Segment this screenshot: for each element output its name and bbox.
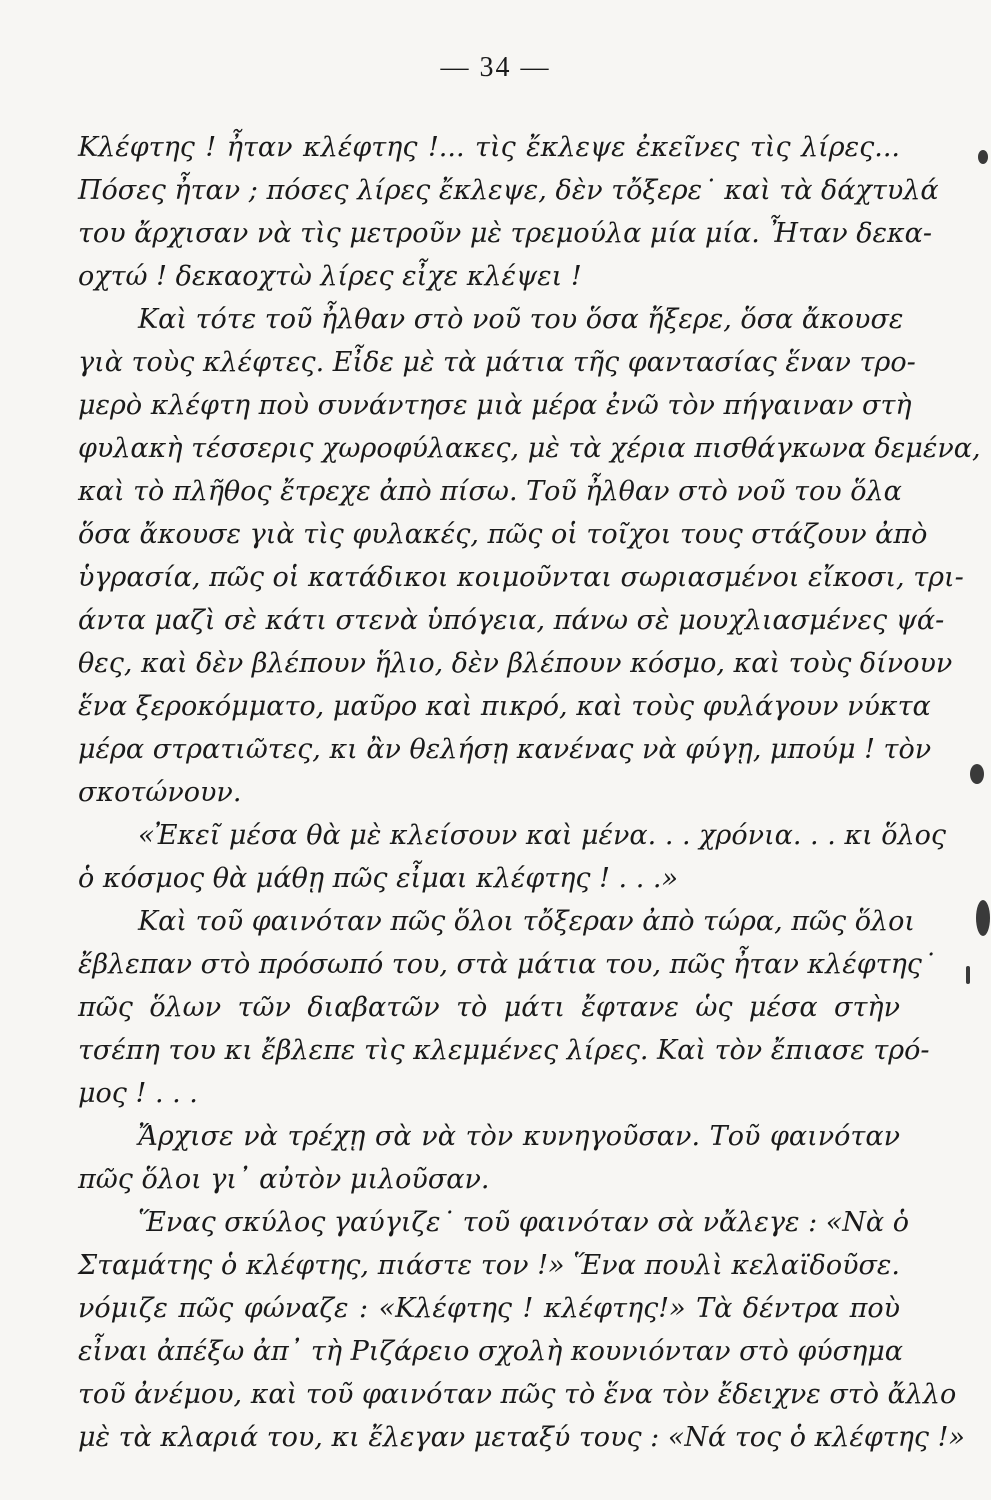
text-line: Καὶ τότε τοῦ ἦλθαν στὸ νοῦ του ὅσα ἤξερε, ὅσα ἄκουσε (138, 304, 904, 335)
text-line: άντα μαζὶ σὲ κάτι στενὰ ὑπόγεια, πάνω σὲ μουχλιασμένες ψά- (78, 605, 945, 636)
text-line: ἕνα ξεροκόμματο, μαῦρο καὶ πικρό, καὶ τοὺς φυλάγουν νύκτα (78, 691, 931, 722)
text-line: φυλακὴ τέσσερις χωροφύλακες, μὲ τὰ χέρια πισθάγκωνα δεμένα, (78, 433, 981, 464)
text-line: οχτώ ! δεκαοχτὼ λίρες εἶχε κλέψει ! (78, 261, 582, 292)
text-line: τσέπη του κι ἔβλεπε τὶς κλεμμένες λίρες. Καὶ τὸν ἔπιασε τρό- (78, 1035, 930, 1066)
text-line: θες, καὶ δὲν βλέπουν ἥλιο, δὲν βλέπουν κόσμο, καὶ τοὺς δίνουν (78, 648, 953, 679)
text-line: μὲ τὰ κλαριά του, κι ἔλεγαν μεταξύ τους : «Νά τος ὁ κλέφτης !» (78, 1422, 965, 1453)
text-line: ὑγρασία, πῶς οἱ κατάδικοι κοιμοῦνται σωριασμένοι εἴκοσι, τρι- (78, 562, 964, 593)
text-line: «Ἐκεῖ μέσα θὰ μὲ κλείσουν καὶ μένα. . . χρόνια. . . κι ὅλος (138, 820, 946, 851)
text-line: ὅσα ἄκουσε γιὰ τὶς φυλακές, πῶς οἱ τοῖχοι τους στάζουν ἀπὸ (78, 519, 928, 550)
text-line: Πόσες ἦταν ; πόσες λίρες ἔκλεψε, δὲν τὄξερε˙ καὶ τὰ δάχτυλά (78, 175, 939, 206)
text-line: πῶς ὅλοι γι᾿ αὐτὸν μιλοῦσαν. (78, 1164, 490, 1195)
text-line: τοῦ ἀνέμου, καὶ τοῦ φαινόταν πῶς τὸ ἕνα τὸν ἔδειχνε στὸ ἄλλο (78, 1379, 957, 1410)
binding-hole-mark (976, 900, 990, 936)
text-line: ἔβλεπαν στὸ πρόσωπό του, στὰ μάτια του, πῶς ἦταν κλέφτης˙ (78, 949, 936, 980)
text-line: μερὸ κλέφτη ποὺ συνάντησε μιὰ μέρα ἐνῶ τὸν πήγαιναν στὴ (78, 390, 912, 421)
text-line: Κλέφτης ! ἦταν κλέφτης !... τὶς ἔκλεψε ἐκεῖνες τὶς λίρες... (78, 132, 900, 163)
text-line: γιὰ τοὺς κλέφτες. Εἶδε μὲ τὰ μάτια τῆς φαντασίας ἕναν τρο- (78, 347, 916, 378)
text-line: Καὶ τοῦ φαινόταν πῶς ὅλοι τὄξεραν ἀπὸ τώρα, πῶς ὅλοι (138, 906, 915, 937)
binding-hole-mark (966, 966, 970, 984)
text-line: Ἄρχισε νὰ τρέχῃ σὰ νὰ τὸν κυνηγοῦσαν. Τοῦ φαινόταν (138, 1121, 900, 1152)
text-line: Σταμάτης ὁ κλέφτης, πιάστε τον !» Ἕνα πουλὶ κελαϊδοῦσε. (78, 1250, 900, 1281)
text-line: ὁ κόσμος θὰ μάθῃ πῶς εἶμαι κλέφτης ! . . .» (78, 863, 678, 894)
text-line: μέρα στρατιῶτες, κι ἂν θελήσῃ κανένας νὰ φύγῃ, μπούμ ! τὸν (78, 734, 932, 765)
text-line: πῶς ὅλων τῶν διαβατῶν τὸ μάτι ἔφτανε ὡς μέσα στὴν (78, 992, 900, 1023)
page-number: — 34 — (440, 52, 551, 83)
text-line: νόμιζε πῶς φώναζε : «Κλέφτης ! κλέφτης!» Τὰ δέντρα ποὺ (78, 1293, 900, 1324)
text-line: εἶναι ἀπέξω ἀπ᾿ τὴ Ριζάρειο σχολὴ κουνιόνταν στὸ φύσημα (78, 1336, 904, 1367)
text-line: μος ! . . . (78, 1078, 198, 1109)
text-line: Ἕνας σκύλος γαύγιζε˙ τοῦ φαινόταν σὰ νἄλεγε : «Νὰ ὁ (138, 1207, 909, 1238)
text-line: καὶ τὸ πλῆθος ἔτρεχε ἀπὸ πίσω. Τοῦ ἦλθαν στὸ νοῦ του ὅλα (78, 476, 902, 507)
binding-hole-mark (970, 764, 984, 784)
text-line: σκοτώνουν. (78, 777, 242, 808)
binding-hole-mark (978, 150, 988, 164)
text-line: του ἄρχισαν νὰ τὶς μετροῦν μὲ τρεμούλα μία μία. Ἦταν δεκα- (78, 218, 933, 249)
